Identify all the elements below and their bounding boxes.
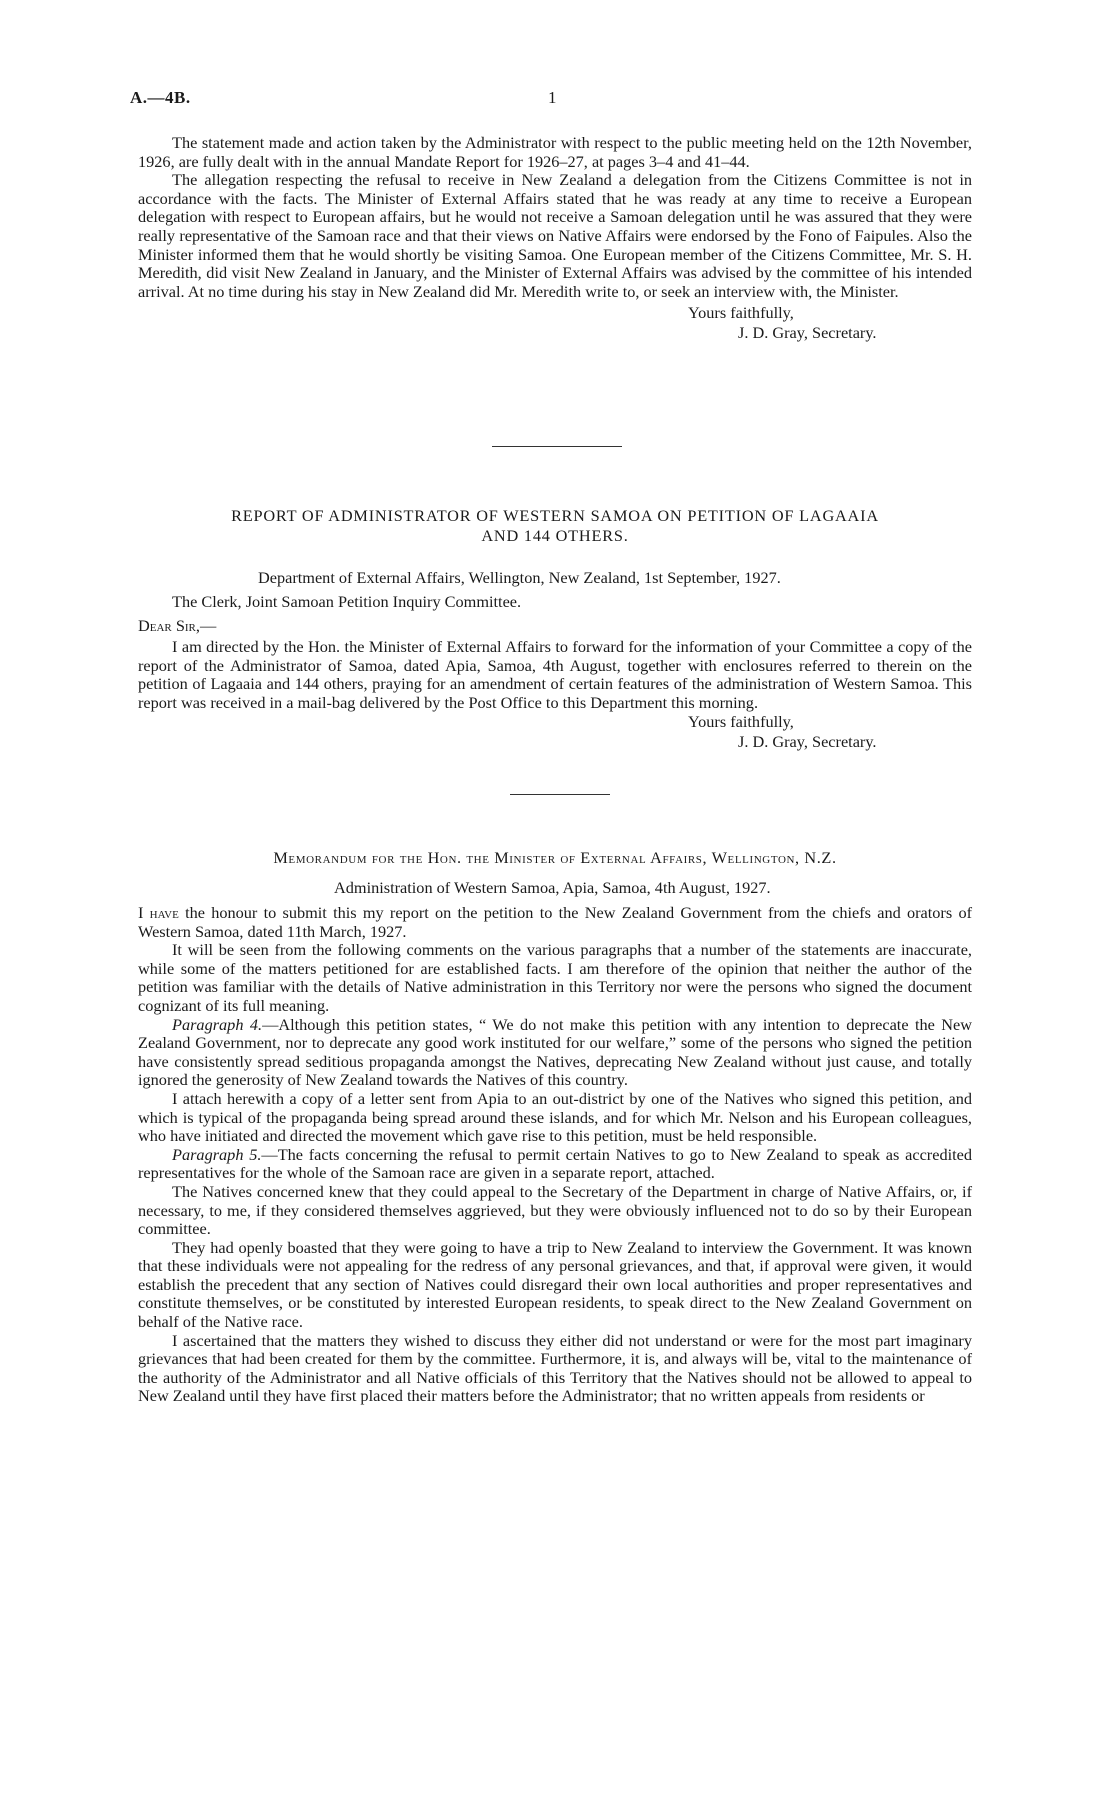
signature: J. D. Gray, Secretary. xyxy=(738,732,877,752)
document-code: A.—4B. xyxy=(130,88,191,107)
paragraph: The statement made and action taken by the Administrator with respect to the public meeting held on the 12th November, 1926, are fully dealt with in the annual Mandate Report for 1926–27, at pages 3–4 and 41–44. xyxy=(138,133,972,171)
memo-title: Memorandum for the Hon. the Minister of External Affairs, Wellington, N.Z. xyxy=(273,848,837,867)
paragraph: Paragraph 5.—The facts concerning the refusal to permit certain Natives to go to New Zealand to speak as accredited representatives for the whole of the Samoan race are given in a separate report, attached. xyxy=(138,1144,972,1183)
paragraph: I ascertained that the matters they wished to discuss they either did not understand or were for the most part imaginary grievances that had been created for them by the committee. Furthermore, it is, and always will be, vital to the maintenance of the authority of the Administrator and all Native officials of this Territory that the Natives should not be allowed to appeal to New Zealand until they have first placed their matters before the Administrator; that no written appeals from residents or xyxy=(138,1330,972,1406)
paragraph: I attach herewith a copy of a letter sent from Apia to an out-district by one of the Natives who signed this petition, and which is typical of the propaganda being spread around these islands, and for which Mr. Nelson and his European colleagues, who have initiated and directed the movement which gave rise to this petition, must be held responsible. xyxy=(138,1088,972,1146)
memo-body xyxy=(138,904,972,1406)
paragraph: I have the honour to submit this my report on the petition to the New Zealand Government from the chiefs and orators of Western Samoa, dated 11th March, 1927. xyxy=(138,903,973,941)
paragraph: I am directed by the Hon. the Minister of External Affairs to forward for the information of your Committee a copy of the report of the Administrator of Samoa, dated Apia, Samoa, 4th August, together with enclosures referred to therein on the petition of Lagaaia and 144 others, praying for an amendment of certain features of the administration of Western Samoa. This report was received in a mail-bag delivered by the Post Office to this Department this morning. xyxy=(138,637,972,712)
report-body xyxy=(138,638,972,752)
closing: Yours faithfully, xyxy=(688,712,794,732)
paragraph: They had openly boasted that they were going to have a trip to New Zealand to interview the Government. It was known that these individuals were not appealing for the redress of any personal grievances, and that, if approval were given, it would establish the precedent that any section of Natives could disregard their own local authorities and proper representatives and constitute themselves, or be constituted by interested European residents, to speak direct to the New Zealand Government on behalf of the Native race. xyxy=(138,1237,972,1332)
report-title: REPORT OF ADMINISTRATOR OF WESTERN SAMOA ON PETITION OF LAGAAIA AND 144 OTHERS. xyxy=(231,506,879,545)
letter-continuation xyxy=(138,134,972,343)
paragraph: The allegation respecting the refusal to receive in New Zealand a delegation from the Citizens Committee is not in accordance with the facts. The Minister of External Affairs stated that he was ready at any time to receive a European delegation with respect to European affairs, but he would not receive a Samoan delegation until he was assured that they were really representative of the Samoan race and that their views on Native Affairs were endorsed by the Fono of Faipules. Also the Minister informed them that he would shortly be visiting Samoa. One European member of the Citizens Committee, Mr. S. H. Meredith, did visit New Zealand in January, and the Minister of External Affairs was advised by the committee of his intended arrival. At no time during his stay in New Zealand did Mr. Meredith write to, or seek an interview with, the Minister. xyxy=(138,170,972,301)
paragraph: Paragraph 4.—Although this petition states, “ We do not make this petition with any intention to deprecate the New Zealand Government, nor to deprecate any good work instituted for our welfare,” some of the persons who signed the petition have consistently spread seditious propaganda amongst the Natives, deprecating New Zealand without just cause, and totally ignored the generosity of New Zealand towards the Natives of this country. xyxy=(138,1014,972,1090)
section-divider xyxy=(510,794,610,795)
page-number: 1 xyxy=(548,88,557,107)
section-divider xyxy=(492,446,622,447)
page-header xyxy=(130,88,984,112)
report-addressee: The Clerk, Joint Samoan Petition Inquiry Committee. xyxy=(172,592,522,611)
paragraph: It will be seen from the following comments on the various paragraphs that a number of the statements are inaccurate, while some of the matters petitioned for are established facts. I am therefore of the opinion that neither the author of the petition was familiar with the details of Native administration in this Territory nor were the persons who signed the document cognizant of its full meaning. xyxy=(138,940,972,1015)
salutation: Dear Sir,— xyxy=(138,616,217,635)
signature: J. D. Gray, Secretary. xyxy=(738,323,877,343)
report-dateline: Department of External Affairs, Wellington, New Zealand, 1st September, 1927. xyxy=(258,568,781,587)
signature-block xyxy=(138,712,972,752)
signature-block xyxy=(138,303,972,343)
paragraph: The Natives concerned knew that they could appeal to the Secretary of the Department in charge of Native Affairs, or, if necessary, to me, if they considered themselves aggrieved, but they were obviously influenced not to do so by their European committee. xyxy=(138,1181,972,1239)
closing: Yours faithfully, xyxy=(688,303,794,323)
memo-dateline: Administration of Western Samoa, Apia, Samoa, 4th August, 1927. xyxy=(334,878,771,897)
